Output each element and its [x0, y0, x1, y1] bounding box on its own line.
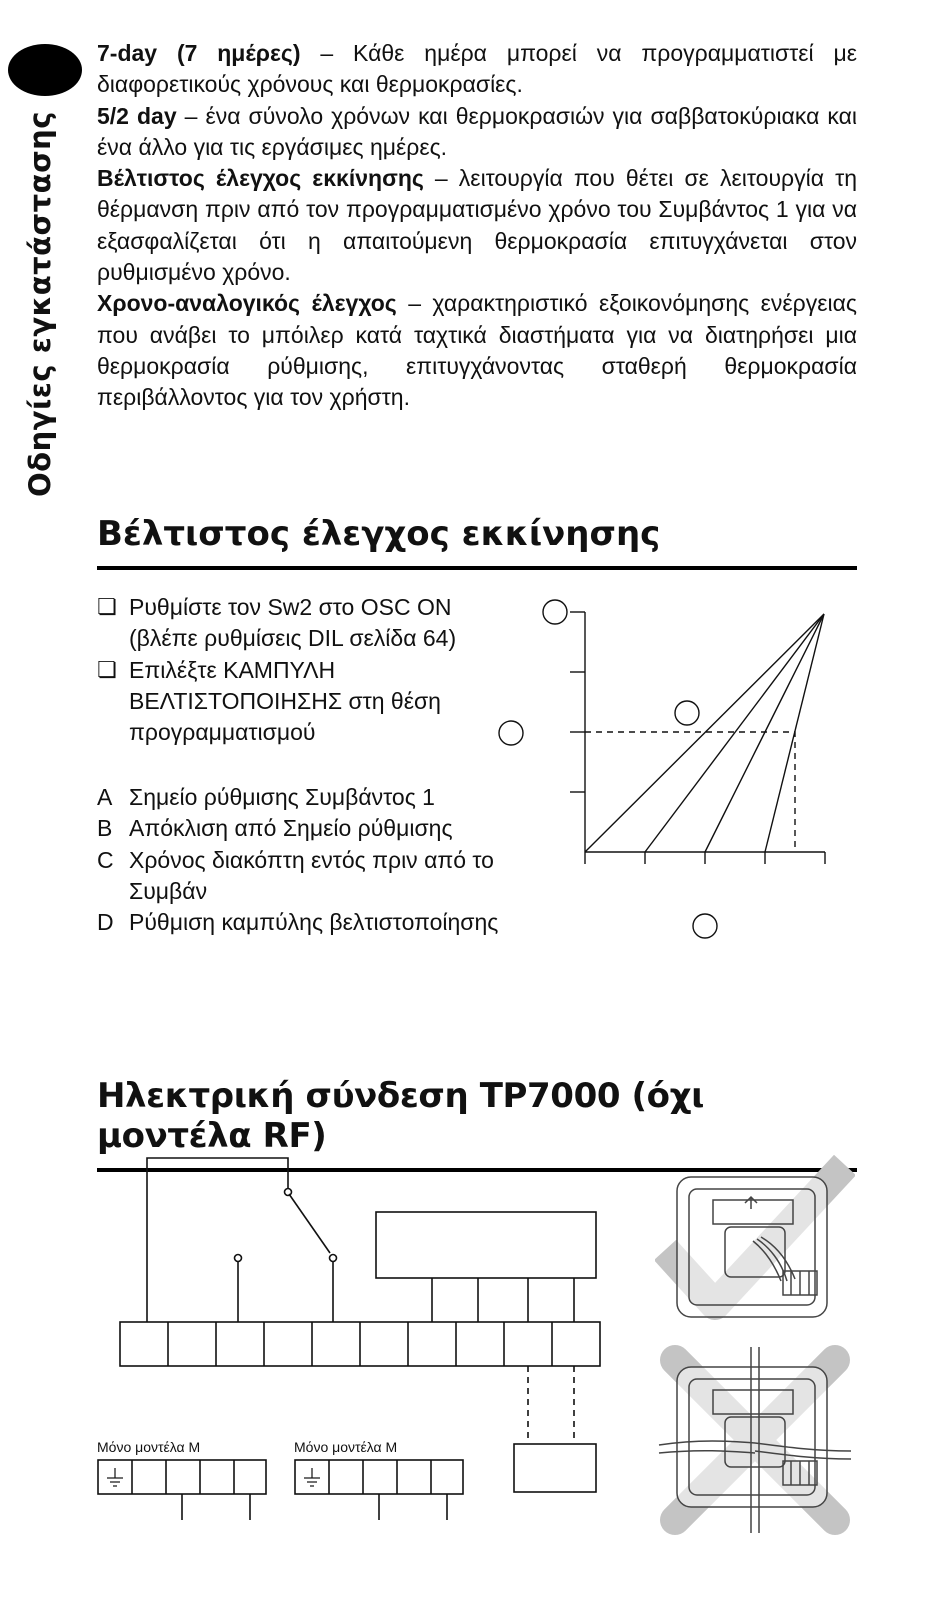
checkbox-icon: ❏ — [97, 657, 117, 683]
sensor-box — [514, 1444, 596, 1492]
relay-contact — [330, 1255, 337, 1262]
setup-checklist — [97, 592, 517, 748]
power-box — [376, 1212, 596, 1278]
wiring-diagram — [90, 1150, 610, 1530]
definition-5-2day — [97, 101, 857, 164]
m-model-terminal-block-1 — [98, 1460, 266, 1494]
relay-contact — [285, 1189, 292, 1196]
legend-key: A — [97, 784, 113, 810]
curve-line — [585, 614, 824, 852]
incorrect-routing-illustration — [655, 1345, 855, 1535]
relay-switch — [289, 1194, 330, 1253]
checklist-item — [97, 655, 517, 749]
checklist-item — [97, 592, 517, 655]
checklist-item-text: Επιλέξτε ΚΑΜΠΥΛΗ ΒΕΛΤΙΣΤΟΠΟΙΗΣΗΣ στη θέση προγραμματισμού — [129, 656, 441, 746]
legend-text: Χρόνος διακόπτη εντός πριν από το Συμβάν — [129, 846, 494, 904]
definition-body: – λειτουργία που θέτει σε λειτουργία τη θέρμανση πριν από τον προγραμματισμένο χρόνο του Συμβάντος 1 για να εξασφαλίζεται ότι η απαιτούμενη θερμοκρασία επιτυγχάνεται στον ρυθμισμένο χρόνο. — [97, 165, 857, 286]
definition-7day — [97, 38, 857, 101]
checkbox-icon: ❏ — [97, 595, 117, 620]
section-heading-wiring: Ηλεκτρική σύνδεση TP7000 (όχι μοντέλα RF) — [97, 1076, 857, 1172]
legend-item — [97, 782, 517, 813]
ground-symbol-icon — [304, 1468, 320, 1486]
relay-contact — [235, 1255, 242, 1262]
label-circle-c — [693, 914, 717, 938]
legend-item — [97, 813, 517, 844]
definition-term: Χρονο-αναλογικός έλεγχος — [97, 290, 397, 317]
legend-key: B — [97, 815, 113, 842]
m-model-terminal-block-2 — [295, 1460, 463, 1494]
ground-symbol-icon — [107, 1468, 123, 1486]
definitions-text — [97, 38, 857, 414]
checklist-item-text: Ρυθμίστε τον Sw2 στο OSC ON (βλέπε ρυθμίσεις DIL σελίδα 64) — [129, 594, 457, 652]
relay-wire — [147, 1158, 288, 1322]
legend-key: D — [97, 909, 114, 936]
legend-item — [97, 907, 517, 938]
label-circle-a — [543, 600, 567, 624]
model-label-1: Μόνο μοντέλα M — [97, 1439, 201, 1455]
legend-item — [97, 845, 517, 908]
definition-body: – χαρακτηριστικό εξοικονόμησης ενέργειας που ανάβει το μπόιλερ κατά ταχτικά διαστήματα για να διατηρήσει μια θερμοκρασία ρύθμισης, επιτυγχάνοντας σταθερή θερμοκρασία περιβάλλοντος για τον χρήστη. — [97, 290, 858, 411]
section-heading-optimum-start: Βέλτιστος έλεγχος εκκίνησης — [97, 514, 857, 570]
legend-text: Απόκλιση από Σημείο ρύθμισης — [129, 815, 453, 842]
curve-line — [645, 614, 824, 852]
legend-text: Σημείο ρύθμισης Συμβάντος 1 — [129, 784, 435, 810]
definition-body: – ένα σύνολο χρόνων και θερμοκρασιών για σαββατοκύριακα και ένα άλλο για τις εργάσιμες ημέρες. — [97, 102, 858, 160]
definition-body: – Κάθε ημέρα μπορεί να προγραμματιστεί με διαφορετικούς χρόνους και θερμοκρασίες. — [97, 40, 857, 98]
definition-term: Βέλτιστος έλεγχος εκκίνησης — [97, 165, 424, 192]
curve-line — [705, 614, 824, 852]
section-tab-marker — [8, 44, 82, 96]
side-title — [20, 111, 60, 497]
label-circle-b — [499, 721, 523, 745]
definition-optimum-start — [97, 163, 857, 288]
correct-routing-illustration — [655, 1155, 855, 1335]
model-label-2: Μόνο μοντέλα M — [294, 1439, 398, 1455]
definition-term: 5/2 day — [97, 102, 177, 129]
definition-term: 7-day (7 ημέρες) — [97, 40, 301, 66]
definition-tpi — [97, 288, 857, 413]
label-circle-d — [675, 701, 699, 725]
legend-text: Ρύθμιση καμπύλης βελτιστοποίησης — [129, 909, 499, 936]
optimisation-curve-diagram — [490, 590, 850, 950]
curve-legend — [97, 782, 517, 938]
legend-key: C — [97, 846, 114, 873]
side-title-text: Οδηγίες εγκατάστασης — [23, 111, 57, 497]
